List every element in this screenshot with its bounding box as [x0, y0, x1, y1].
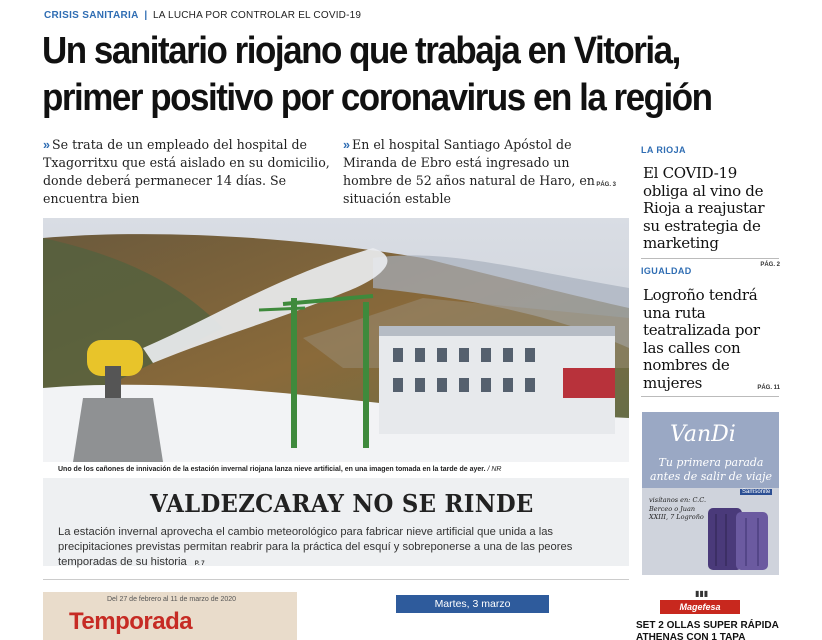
section-label: CRISIS SANITARIA [44, 10, 139, 21]
sidebar-kicker-la-rioja: LA RIOJA [641, 145, 686, 155]
feature-body [58, 525, 618, 572]
feature-title[interactable]: VALDEZCARAY NO SE RINDE [150, 489, 534, 518]
promo-ad[interactable] [43, 592, 297, 640]
vandi-address: visítanos en: C.C. Berceo o Juan XXIII, 7 Logroño [649, 496, 707, 521]
kicker-separator: | [144, 10, 148, 21]
double-chevron-icon: » [43, 138, 49, 152]
subhead-1 [43, 136, 333, 208]
samsonite-logo: Samsonite [742, 489, 771, 495]
sidebar-page-ref-rioja: PÁG. 2 [760, 262, 780, 268]
promo-dates: Del 27 de febrero al 11 de marzo de 2020 [107, 596, 237, 603]
section-kicker [44, 10, 361, 21]
headline-line-1: Un sanitario riojano que trabaja en Vitoria, [42, 30, 680, 72]
subhead-2-page-ref: PÁG. 3 [596, 182, 616, 188]
sidebar-divider [641, 396, 779, 397]
feature-body-text: La estación invernal aprovecha el cambio meteorológico para fabricar nieve artificial que unida a las precipitaciones previstas permitan reabrir para la práctica del esquí y sobreponerse a una de las peores temporadas de su historia [58, 526, 573, 568]
photo-illustration [43, 218, 629, 462]
sidebar-page-ref-igualdad: PÁG. 11 [757, 385, 780, 391]
sidebar-headline-rioja[interactable]: El COVID-19 obliga al vino de Rioja a reajustar su estrategia de marketing [643, 164, 765, 253]
topic-label: LA LUCHA POR CONTROLAR EL COVID-19 [153, 10, 362, 21]
sidebar-divider [641, 258, 779, 259]
vandi-ad[interactable] [642, 412, 779, 575]
subhead-2 [343, 136, 618, 208]
vandi-logo: VanDi [670, 422, 736, 447]
sidebar-headline-igualdad[interactable]: Logroño tendrá una ruta teatralizada por las calles con nombres de mujeres [643, 286, 760, 392]
vandi-tagline: Tu primera parada antes de salir de viaje [650, 456, 773, 483]
feature-page-ref: P. 7 [194, 561, 205, 567]
photo-credit: / NR [487, 466, 502, 473]
main-headline[interactable] [42, 28, 741, 122]
caption-text: Uno de los cañones de innivación de la estación invernal riojana lanza nieve artificial, en una imagen tomada en la tarde de ayer. [58, 466, 486, 473]
subhead-1-text: Se trata de un empleado del hospital de Txagorritxu que está aislado en su domicilio, donde deberá permanecer 14 días. Se encuentra bien [43, 137, 330, 206]
date-bar: Martes, 3 marzo [396, 595, 549, 613]
magefesa-promo-text: SET 2 OLLAS SUPER RÁPIDA ATHENAS CON 1 TAPA [636, 620, 779, 640]
section-divider [43, 579, 629, 580]
sidebar-kicker-igualdad: IGUALDAD [641, 266, 692, 276]
magefesa-logo[interactable]: Magefesa [660, 600, 740, 614]
photo-caption [58, 466, 501, 473]
magefesa-mark-icon: ▮▮▮ [695, 589, 709, 598]
double-chevron-icon: » [343, 138, 349, 152]
ski-resort-photo[interactable] [43, 218, 629, 462]
headline-line-2: primer positivo por coronavirus en la región [42, 77, 712, 119]
subhead-2-text: En el hospital Santiago Apóstol de Miranda de Ebro está ingresado un hombre de 52 años natural de Haro, en situación estable [343, 137, 595, 206]
promo-season: Temporada [69, 608, 193, 635]
